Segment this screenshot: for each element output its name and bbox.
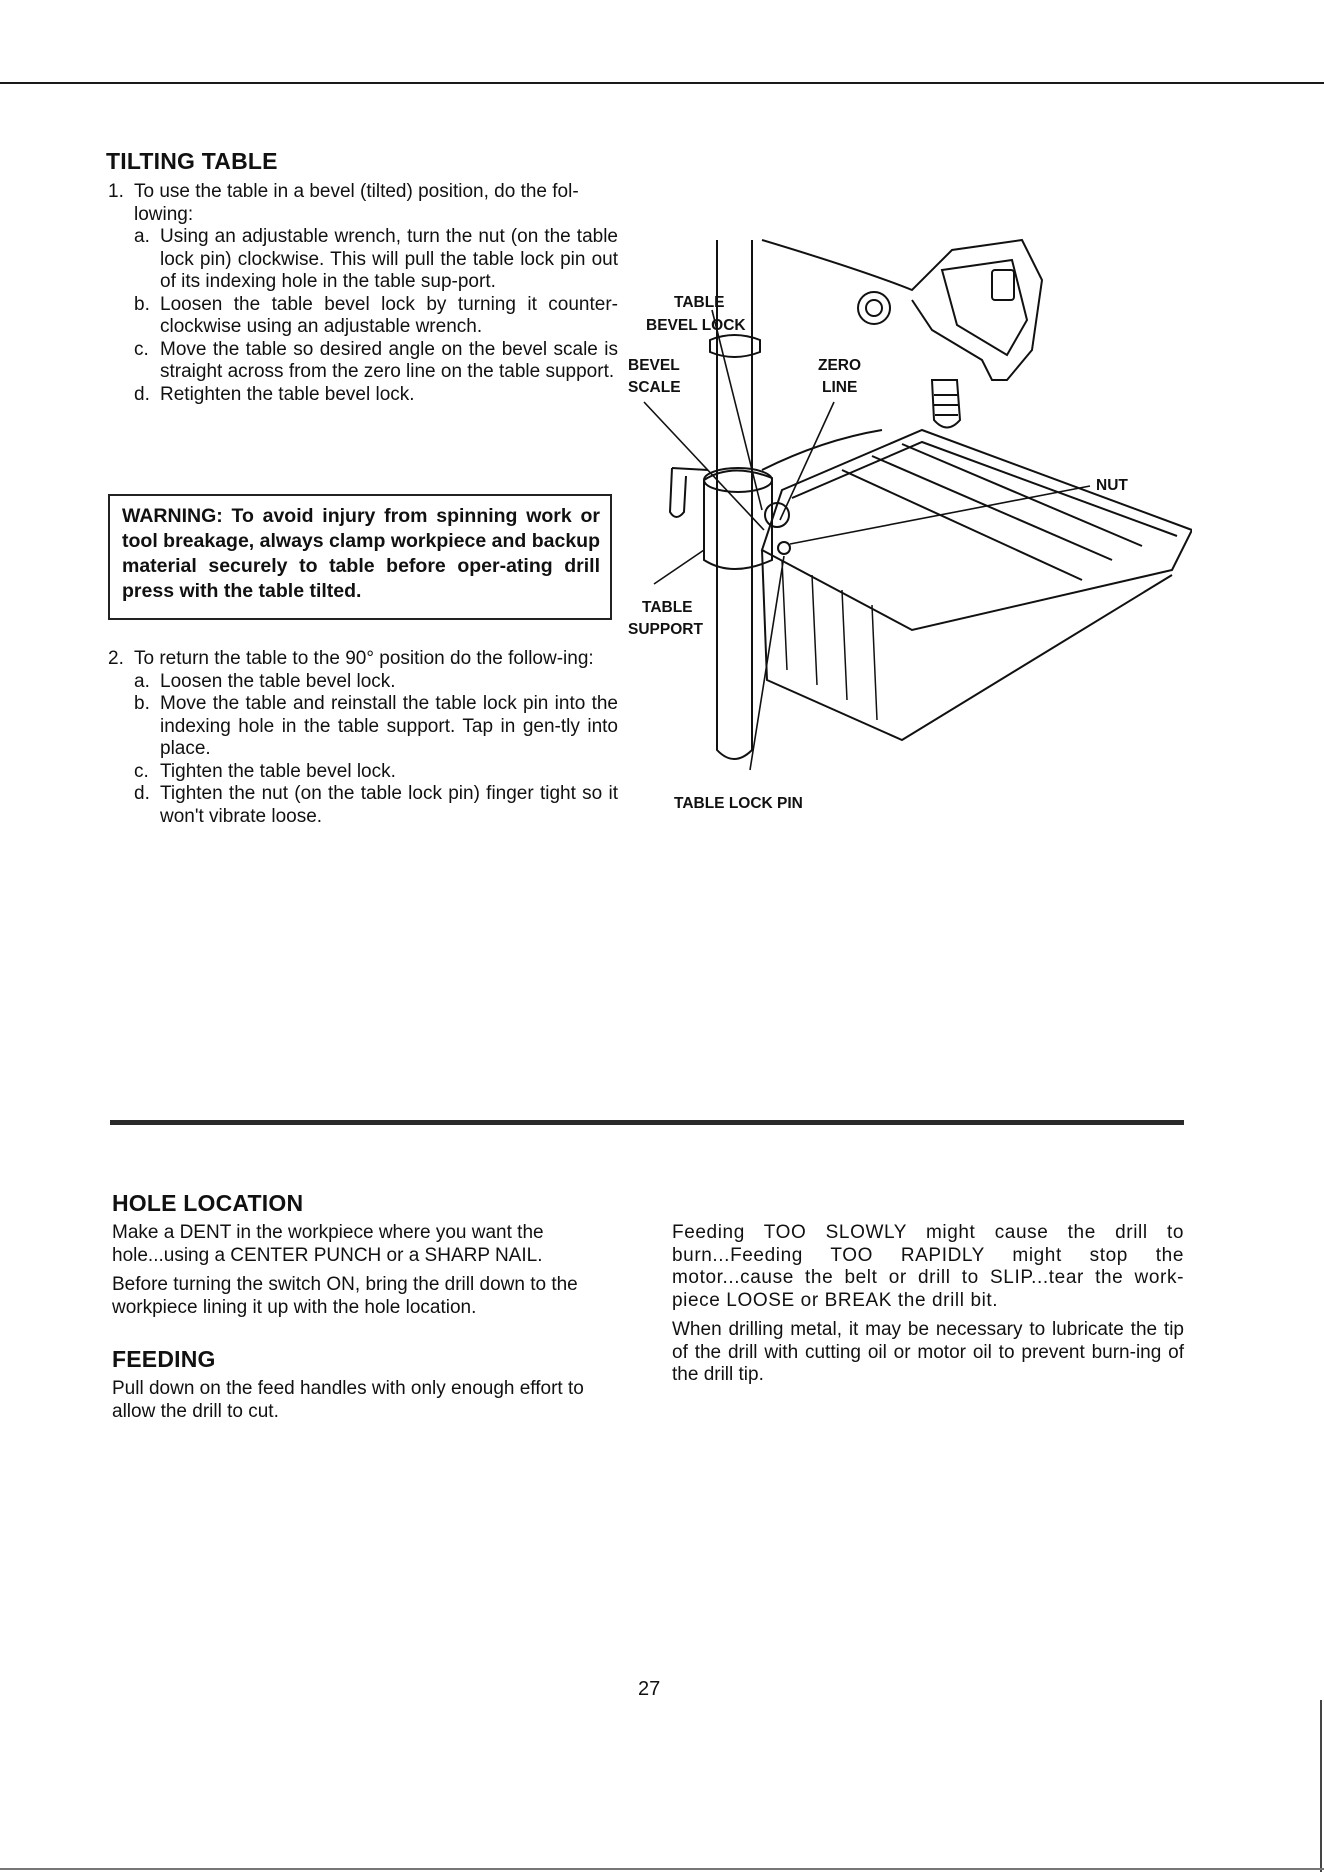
top-rule [0, 82, 1324, 84]
substep: b. Loosen the table bevel lock by turning it counter-clockwise using an adjustable wrench. [134, 293, 618, 337]
substep: c. Move the table so desired angle on the bevel scale is straight across from the zero line on the table support. [134, 338, 618, 382]
leader-bevel-lock [712, 310, 762, 510]
step-number: 1. [108, 181, 124, 202]
step-1-substeps [108, 226, 618, 406]
table-slots [842, 444, 1142, 580]
table-top [762, 430, 1192, 630]
label-bevel-scale-line2: SCALE [628, 379, 681, 396]
substep: d. Retighten the table bevel lock. [134, 383, 415, 405]
label-zero-line-line1: ZERO [818, 357, 862, 374]
table-ribs [782, 560, 877, 720]
feeding-body [112, 1378, 622, 1423]
hole-location-heading: HOLE LOCATION [112, 1190, 304, 1216]
substep: d. Tighten the nut (on the table lock pin) finger tight so it won't vibrate loose. [134, 783, 618, 827]
right-edge-rule [1320, 1700, 1322, 1872]
chuck [932, 380, 960, 428]
drill-press-table-illustration [612, 230, 1192, 790]
label-table-bevel-lock-line2: BEVEL LOCK [646, 317, 746, 334]
step-2-substeps [108, 671, 618, 829]
label-table-bevel-lock-line1: TABLE [674, 294, 725, 311]
feeding-right-column [672, 1222, 1184, 1387]
leader-table-lock-pin [750, 556, 784, 770]
label-table-lock-pin: TABLE LOCK PIN [674, 795, 803, 812]
label-nut: NUT [1096, 477, 1128, 494]
knob-center [866, 300, 882, 316]
section-divider [110, 1120, 1184, 1125]
substep: c. Tighten the table bevel lock. [134, 760, 396, 782]
knob [858, 292, 890, 324]
switch-plate [992, 270, 1014, 300]
lubrication-paragraph: When drilling metal, it may be necessary to lubricate the tip of the drill with cutting oil or motor oil to prevent burn-ing of the drill tip. [672, 1319, 1184, 1385]
hole-location-paragraph-2: Before turning the switch ON, bring the drill down to the workpiece lining it up with the hole location. [112, 1274, 578, 1318]
bottom-rule [0, 1868, 1324, 1870]
label-bevel-scale-line1: BEVEL [628, 357, 680, 374]
tilting-table-heading: TILTING TABLE [106, 148, 278, 174]
support-arm [762, 430, 882, 470]
substep: a. Using an adjustable wrench, turn the nut (on the table lock pin) clockwise. This will pull the table lock pin out of its indexing hole in the table sup-port. [134, 226, 618, 292]
feeding-heading: FEEDING [112, 1346, 216, 1372]
step-2 [108, 648, 618, 828]
crank-handle [670, 468, 708, 517]
step-number: 2. [108, 648, 124, 669]
label-table-support-line2: SUPPORT [628, 621, 703, 638]
leader-table-support [654, 550, 704, 584]
hole-location-paragraph-1: Make a DENT in the workpiece where you want the hole...using a CENTER PUNCH or a SHARP NAIL. [112, 1222, 544, 1266]
label-table-support-line1: TABLE [642, 599, 693, 616]
step-1 [108, 181, 618, 406]
table-support-top [704, 468, 772, 492]
step-intro: To use the table in a bevel (tilted) position, do the fol-lowing: [134, 181, 579, 225]
leader-nut [790, 486, 1090, 544]
warning-box: WARNING: To avoid injury from spinning work or tool breakage, always clamp workpiece and backup material securely to table before oper-ating drill press with the table tilted. [108, 494, 612, 620]
page-number: 27 [638, 1678, 661, 1700]
hole-location-body [112, 1222, 622, 1319]
step-intro: To return the table to the 90° position do the follow-ing: [134, 648, 594, 669]
label-zero-line-line2: LINE [822, 379, 858, 396]
leader-zero-line [780, 402, 834, 520]
table-side [762, 550, 1172, 740]
substep: a. Loosen the table bevel lock. [134, 670, 396, 692]
chuck-rings [934, 395, 959, 415]
feeding-paragraph-1: Pull down on the feed handles with only enough effort to allow the drill to cut. [112, 1378, 584, 1422]
feeding-speed-paragraph: Feeding TOO SLOWLY might cause the drill to burn...Feeding TOO RAPIDLY might stop the motor...cause the belt or drill to SLIP...tear the work-piece LOOSE or BREAK the drill bit. [672, 1222, 1184, 1311]
substep: b. Move the table and reinstall the table lock pin into the indexing hole in the table support. Tap in gen-tly into place. [134, 693, 618, 759]
lock-pin-nut [778, 542, 790, 554]
